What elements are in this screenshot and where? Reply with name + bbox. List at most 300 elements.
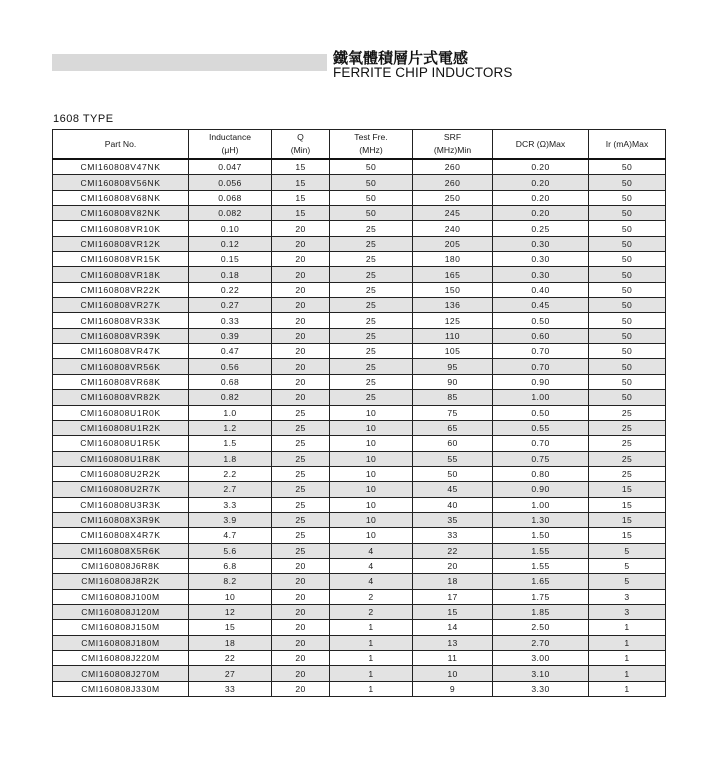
table-cell: 0.10 <box>189 221 272 236</box>
part-number-cell: CMI160808J150M <box>53 620 189 635</box>
column-header-line1: Ir (mA)Max <box>605 138 649 149</box>
table-cell: 25 <box>330 267 413 282</box>
table-cell: 20 <box>272 359 330 374</box>
table-cell: 2.50 <box>493 620 589 635</box>
table-row <box>53 236 666 251</box>
table-cell: 25 <box>330 298 413 313</box>
spec-table-body <box>53 159 666 697</box>
table-cell: 0.15 <box>189 252 272 267</box>
part-number-cell: CMI160808U1R0K <box>53 405 189 420</box>
table-cell: 0.30 <box>493 267 589 282</box>
table-cell: 10 <box>413 666 493 681</box>
table-cell: 0.68 <box>189 374 272 389</box>
table-cell: 15 <box>272 190 330 205</box>
table-cell: 3.10 <box>493 666 589 681</box>
table-cell: 136 <box>413 298 493 313</box>
table-cell: 10 <box>330 451 413 466</box>
table-cell: 245 <box>413 206 493 221</box>
table-cell: 20 <box>272 267 330 282</box>
table-cell: 15 <box>589 497 666 512</box>
table-cell: 5 <box>589 574 666 589</box>
table-cell: 25 <box>589 405 666 420</box>
table-cell: 50 <box>589 359 666 374</box>
table-cell: 20 <box>272 344 330 359</box>
table-cell: 20 <box>272 313 330 328</box>
table-cell: 15 <box>189 620 272 635</box>
table-cell: 25 <box>330 374 413 389</box>
table-cell: 25 <box>272 543 330 558</box>
table-cell: 4 <box>330 543 413 558</box>
table-cell: 0.20 <box>493 159 589 175</box>
table-row <box>53 620 666 635</box>
column-header-5 <box>493 130 589 160</box>
part-number-cell: CMI160808U3R3K <box>53 497 189 512</box>
table-cell: 10 <box>189 589 272 604</box>
table-cell: 50 <box>589 328 666 343</box>
table-cell: 20 <box>272 558 330 573</box>
table-cell: 25 <box>330 236 413 251</box>
part-number-cell: CMI160808VR82K <box>53 390 189 405</box>
part-number-cell: CMI160808U2R7K <box>53 482 189 497</box>
table-cell: 0.20 <box>493 175 589 190</box>
table-row <box>53 206 666 221</box>
table-row <box>53 328 666 343</box>
table-cell: 3.00 <box>493 651 589 666</box>
part-number-cell: CMI160808J180M <box>53 635 189 650</box>
column-header-line1: Inductance <box>208 132 252 142</box>
column-header-1 <box>189 130 272 160</box>
table-cell: 0.80 <box>493 466 589 481</box>
table-row <box>53 313 666 328</box>
table-cell: 15 <box>272 175 330 190</box>
table-row <box>53 298 666 313</box>
table-row <box>53 405 666 420</box>
table-cell: 0.90 <box>493 374 589 389</box>
table-cell: 1 <box>589 651 666 666</box>
table-cell: 1.00 <box>493 497 589 512</box>
table-cell: 1.75 <box>493 589 589 604</box>
part-number-cell: CMI160808J100M <box>53 589 189 604</box>
table-cell: 3 <box>589 604 666 619</box>
table-cell: 1 <box>589 635 666 650</box>
table-cell: 15 <box>272 206 330 221</box>
table-cell: 0.22 <box>189 282 272 297</box>
table-cell: 2.70 <box>493 635 589 650</box>
table-row <box>53 666 666 681</box>
table-row <box>53 482 666 497</box>
part-number-cell: CMI160808VR27K <box>53 298 189 313</box>
table-cell: 50 <box>589 390 666 405</box>
table-cell: 60 <box>413 436 493 451</box>
table-cell: 13 <box>413 635 493 650</box>
table-cell: 0.55 <box>493 420 589 435</box>
table-cell: 50 <box>330 206 413 221</box>
table-cell: 20 <box>272 620 330 635</box>
table-cell: 33 <box>413 528 493 543</box>
table-cell: 25 <box>589 436 666 451</box>
table-cell: 0.20 <box>493 190 589 205</box>
table-cell: 20 <box>272 604 330 619</box>
table-cell: 25 <box>330 328 413 343</box>
spec-table-head <box>53 130 666 160</box>
table-cell: 3.9 <box>189 512 272 527</box>
table-cell: 15 <box>413 604 493 619</box>
table-cell: 1 <box>330 651 413 666</box>
part-number-cell: CMI160808VR68K <box>53 374 189 389</box>
table-cell: 90 <box>413 374 493 389</box>
table-cell: 25 <box>589 420 666 435</box>
table-cell: 20 <box>272 390 330 405</box>
table-cell: 1.2 <box>189 420 272 435</box>
table-cell: 65 <box>413 420 493 435</box>
table-cell: 10 <box>330 497 413 512</box>
part-number-cell: CMI160808VR22K <box>53 282 189 297</box>
title-chinese: 鐵氧體積層片式電感 <box>333 49 469 67</box>
part-number-cell: CMI160808VR10K <box>53 221 189 236</box>
table-cell: 25 <box>272 405 330 420</box>
table-cell: 1.30 <box>493 512 589 527</box>
table-cell: 1.55 <box>493 543 589 558</box>
table-cell: 20 <box>272 221 330 236</box>
type-label: 1608 TYPE <box>53 113 114 125</box>
table-cell: 8.2 <box>189 574 272 589</box>
table-cell: 25 <box>272 512 330 527</box>
table-cell: 10 <box>330 512 413 527</box>
table-cell: 0.50 <box>493 405 589 420</box>
table-cell: 6.8 <box>189 558 272 573</box>
column-header-4 <box>413 130 493 160</box>
table-cell: 4 <box>330 558 413 573</box>
part-number-cell: CMI160808J330M <box>53 681 189 696</box>
table-cell: 50 <box>589 206 666 221</box>
column-header-6 <box>589 130 666 160</box>
table-cell: 50 <box>589 313 666 328</box>
table-cell: 0.056 <box>189 175 272 190</box>
table-cell: 15 <box>589 482 666 497</box>
part-number-cell: CMI160808VR39K <box>53 328 189 343</box>
column-header-line2: (Min) <box>290 145 311 155</box>
table-cell: 20 <box>413 558 493 573</box>
table-cell: 0.70 <box>493 359 589 374</box>
table-cell: 3.30 <box>493 681 589 696</box>
table-cell: 0.70 <box>493 344 589 359</box>
table-cell: 25 <box>272 420 330 435</box>
table-cell: 0.39 <box>189 328 272 343</box>
table-cell: 20 <box>272 651 330 666</box>
table-cell: 1 <box>330 666 413 681</box>
table-cell: 260 <box>413 159 493 175</box>
table-cell: 4 <box>330 574 413 589</box>
table-cell: 240 <box>413 221 493 236</box>
table-cell: 0.70 <box>493 436 589 451</box>
table-cell: 50 <box>589 252 666 267</box>
table-row <box>53 420 666 435</box>
table-cell: 50 <box>330 159 413 175</box>
table-cell: 20 <box>272 298 330 313</box>
table-cell: 75 <box>413 405 493 420</box>
table-cell: 25 <box>330 282 413 297</box>
table-cell: 10 <box>330 420 413 435</box>
table-cell: 0.90 <box>493 482 589 497</box>
table-cell: 1.50 <box>493 528 589 543</box>
table-cell: 10 <box>330 436 413 451</box>
column-header-line1: Part No. <box>104 138 137 149</box>
table-cell: 50 <box>589 374 666 389</box>
table-cell: 250 <box>413 190 493 205</box>
part-number-cell: CMI160808VR18K <box>53 267 189 282</box>
part-number-cell: CMI160808U1R5K <box>53 436 189 451</box>
table-row <box>53 282 666 297</box>
title-english: FERRITE CHIP INDUCTORS <box>333 65 513 80</box>
table-row <box>53 528 666 543</box>
column-header-line2: (μH) <box>221 145 239 155</box>
table-cell: 20 <box>272 589 330 604</box>
table-cell: 11 <box>413 651 493 666</box>
table-cell: 0.60 <box>493 328 589 343</box>
table-row <box>53 681 666 696</box>
table-cell: 20 <box>272 666 330 681</box>
table-cell: 25 <box>330 344 413 359</box>
table-cell: 50 <box>589 344 666 359</box>
part-number-cell: CMI160808X4R7K <box>53 528 189 543</box>
table-cell: 10 <box>330 466 413 481</box>
table-cell: 20 <box>272 635 330 650</box>
table-cell: 0.75 <box>493 451 589 466</box>
table-cell: 0.47 <box>189 344 272 359</box>
table-cell: 18 <box>413 574 493 589</box>
table-cell: 25 <box>272 436 330 451</box>
table-cell: 20 <box>272 574 330 589</box>
table-cell: 15 <box>589 512 666 527</box>
table-row <box>53 497 666 512</box>
table-row <box>53 451 666 466</box>
table-cell: 40 <box>413 497 493 512</box>
table-row <box>53 267 666 282</box>
part-number-cell: CMI160808J220M <box>53 651 189 666</box>
table-cell: 35 <box>413 512 493 527</box>
part-number-cell: CMI160808X5R6K <box>53 543 189 558</box>
table-cell: 20 <box>272 328 330 343</box>
table-cell: 25 <box>330 359 413 374</box>
table-cell: 1.0 <box>189 405 272 420</box>
table-cell: 25 <box>330 313 413 328</box>
column-header-line2: (MHz) <box>359 145 383 155</box>
table-cell: 2.2 <box>189 466 272 481</box>
spec-table <box>52 129 666 697</box>
table-cell: 50 <box>589 159 666 175</box>
table-cell: 12 <box>189 604 272 619</box>
table-cell: 0.40 <box>493 282 589 297</box>
table-cell: 20 <box>272 374 330 389</box>
header-gray-bar <box>52 54 327 71</box>
table-row <box>53 359 666 374</box>
part-number-cell: CMI160808VR56K <box>53 359 189 374</box>
table-cell: 1.00 <box>493 390 589 405</box>
table-cell: 1 <box>330 635 413 650</box>
table-row <box>53 190 666 205</box>
table-cell: 0.20 <box>493 206 589 221</box>
table-cell: 1 <box>589 681 666 696</box>
table-cell: 1 <box>589 620 666 635</box>
table-row <box>53 159 666 175</box>
table-cell: 260 <box>413 175 493 190</box>
column-header-line2: (MHz)Min <box>433 145 472 155</box>
table-cell: 50 <box>589 236 666 251</box>
table-row <box>53 221 666 236</box>
part-number-cell: CMI160808V47NK <box>53 159 189 175</box>
part-number-cell: CMI160808J120M <box>53 604 189 619</box>
table-cell: 0.047 <box>189 159 272 175</box>
column-header-line1: Q <box>297 132 304 142</box>
table-cell: 85 <box>413 390 493 405</box>
table-cell: 25 <box>272 497 330 512</box>
part-number-cell: CMI160808U1R8K <box>53 451 189 466</box>
table-cell: 1 <box>330 681 413 696</box>
part-number-cell: CMI160808V56NK <box>53 175 189 190</box>
table-cell: 50 <box>589 190 666 205</box>
column-header-line1: SRF <box>443 132 462 142</box>
column-header-0 <box>53 130 189 160</box>
table-cell: 150 <box>413 282 493 297</box>
table-cell: 25 <box>589 451 666 466</box>
table-cell: 20 <box>272 236 330 251</box>
table-cell: 25 <box>272 528 330 543</box>
table-row <box>53 558 666 573</box>
table-cell: 20 <box>272 681 330 696</box>
table-cell: 33 <box>189 681 272 696</box>
table-cell: 1.85 <box>493 604 589 619</box>
table-cell: 25 <box>330 390 413 405</box>
table-cell: 20 <box>272 282 330 297</box>
table-cell: 50 <box>330 190 413 205</box>
table-cell: 0.45 <box>493 298 589 313</box>
table-cell: 2 <box>330 589 413 604</box>
table-cell: 18 <box>189 635 272 650</box>
table-cell: 55 <box>413 451 493 466</box>
table-cell: 17 <box>413 589 493 604</box>
part-number-cell: CMI160808VR15K <box>53 252 189 267</box>
column-header-2 <box>272 130 330 160</box>
table-cell: 1.65 <box>493 574 589 589</box>
table-row <box>53 543 666 558</box>
table-cell: 5.6 <box>189 543 272 558</box>
table-row <box>53 252 666 267</box>
part-number-cell: CMI160808U2R2K <box>53 466 189 481</box>
table-cell: 50 <box>589 298 666 313</box>
table-row <box>53 512 666 527</box>
table-cell: 0.25 <box>493 221 589 236</box>
table-cell: 4.7 <box>189 528 272 543</box>
table-cell: 5 <box>589 558 666 573</box>
table-cell: 0.30 <box>493 236 589 251</box>
table-cell: 2 <box>330 604 413 619</box>
table-cell: 50 <box>330 175 413 190</box>
table-cell: 25 <box>330 221 413 236</box>
part-number-cell: CMI160808U1R2K <box>53 420 189 435</box>
table-row <box>53 589 666 604</box>
table-cell: 50 <box>589 267 666 282</box>
table-cell: 0.30 <box>493 252 589 267</box>
table-cell: 25 <box>589 466 666 481</box>
table-cell: 1.55 <box>493 558 589 573</box>
table-cell: 1.8 <box>189 451 272 466</box>
column-header-3 <box>330 130 413 160</box>
table-cell: 10 <box>330 528 413 543</box>
table-cell: 14 <box>413 620 493 635</box>
table-cell: 50 <box>589 282 666 297</box>
table-cell: 9 <box>413 681 493 696</box>
table-cell: 3 <box>589 589 666 604</box>
table-row <box>53 175 666 190</box>
table-cell: 105 <box>413 344 493 359</box>
column-header-line1: DCR (Ω)Max <box>515 138 566 149</box>
part-number-cell: CMI160808V68NK <box>53 190 189 205</box>
table-cell: 95 <box>413 359 493 374</box>
table-cell: 50 <box>413 466 493 481</box>
table-cell: 110 <box>413 328 493 343</box>
table-cell: 25 <box>272 482 330 497</box>
part-number-cell: CMI160808VR47K <box>53 344 189 359</box>
table-cell: 50 <box>589 175 666 190</box>
table-row <box>53 574 666 589</box>
table-cell: 27 <box>189 666 272 681</box>
table-cell: 165 <box>413 267 493 282</box>
table-cell: 10 <box>330 405 413 420</box>
table-row <box>53 344 666 359</box>
table-cell: 1 <box>330 620 413 635</box>
table-cell: 15 <box>589 528 666 543</box>
table-cell: 15 <box>272 159 330 175</box>
table-row <box>53 466 666 481</box>
part-number-cell: CMI160808J8R2K <box>53 574 189 589</box>
table-cell: 0.082 <box>189 206 272 221</box>
table-cell: 0.068 <box>189 190 272 205</box>
table-cell: 3.3 <box>189 497 272 512</box>
table-cell: 1.5 <box>189 436 272 451</box>
table-row <box>53 651 666 666</box>
table-cell: 25 <box>272 451 330 466</box>
table-cell: 205 <box>413 236 493 251</box>
table-cell: 0.12 <box>189 236 272 251</box>
header-row <box>53 130 666 160</box>
table-cell: 0.50 <box>493 313 589 328</box>
table-cell: 10 <box>330 482 413 497</box>
table-row <box>53 436 666 451</box>
part-number-cell: CMI160808VR12K <box>53 236 189 251</box>
table-cell: 45 <box>413 482 493 497</box>
table-cell: 0.82 <box>189 390 272 405</box>
table-cell: 25 <box>330 252 413 267</box>
table-row <box>53 635 666 650</box>
table-cell: 25 <box>272 466 330 481</box>
table-cell: 0.56 <box>189 359 272 374</box>
table-row <box>53 604 666 619</box>
table-cell: 125 <box>413 313 493 328</box>
table-row <box>53 390 666 405</box>
column-header-line1: Test Fre. <box>354 132 388 142</box>
table-cell: 50 <box>589 221 666 236</box>
table-cell: 0.18 <box>189 267 272 282</box>
table-cell: 2.7 <box>189 482 272 497</box>
table-cell: 22 <box>413 543 493 558</box>
table-cell: 5 <box>589 543 666 558</box>
table-cell: 0.33 <box>189 313 272 328</box>
table-cell: 180 <box>413 252 493 267</box>
table-cell: 20 <box>272 252 330 267</box>
table-cell: 1 <box>589 666 666 681</box>
table-cell: 0.27 <box>189 298 272 313</box>
part-number-cell: CMI160808J6R8K <box>53 558 189 573</box>
